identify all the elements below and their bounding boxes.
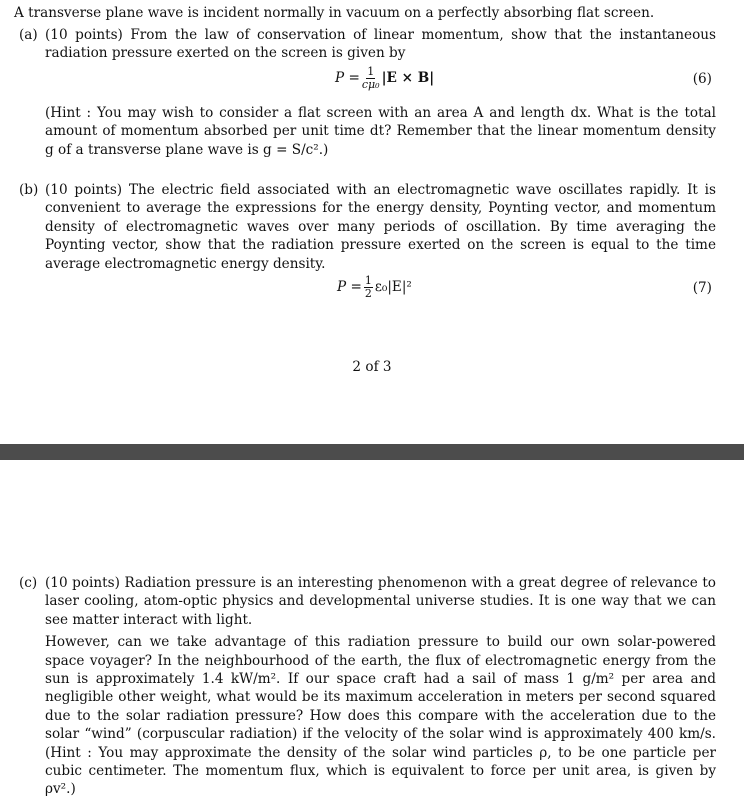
eq6-denominator: cμ₀: [361, 77, 380, 91]
page-separator: [0, 444, 744, 460]
eq7-denominator: 2: [364, 287, 372, 301]
document-page-3: [0, 460, 744, 800]
eq7-lhs: P =: [337, 279, 362, 296]
eq6-numerator: 1: [367, 64, 375, 78]
equation-7: [45, 275, 716, 307]
part-a: [14, 26, 716, 159]
part-c-text-2: However, can we take advantage of this radiation pressure to build our own solar-powered space voyager? In the neighbourhood of the earth, the flux of electromagnetic energy from the sun is approximately 1.4 kW/m². If our space craft had a sail of mass 1 g/m² per area and negligible other weight, what would be its maximum acceleration in meters per second squared due to the solar radiation pressure? How does this compare with the acceleration due to the solar “wind” (corpuscular radiation) if the velocity of the solar wind is approximately 400 km/s. (Hint : You may approximate the density of the solar wind particles ρ, to be one particle per cubic centimeter. The momentum flux, which is equivalent to force per unit area, is given by ρv².): [45, 634, 716, 798]
part-b: [14, 181, 716, 307]
part-a-text: (10 points) From the law of conservation of linear momentum, show that the instantaneous radiation pressure exerted on the screen is given by: [45, 27, 716, 62]
part-b-marker: (b): [19, 182, 39, 198]
part-c-marker: (c): [19, 575, 38, 591]
eq6-lhs: P =: [335, 70, 360, 87]
eq6-rhs: |E × B|: [381, 70, 435, 87]
part-a-marker: (a): [19, 27, 38, 43]
problem-intro: A transverse plane wave is incident normally in vacuum on a perfectly absorbing flat screen.: [14, 5, 655, 21]
eq7-numerator: 1: [364, 274, 372, 288]
eq6-number: (6): [692, 70, 712, 87]
eq7-rhs: ε₀|E|²: [374, 279, 412, 296]
page-number: 2 of 3: [352, 359, 392, 375]
part-c-text-1: (10 points) Radiation pressure is an interesting phenomenon with a great degree of relevance to laser cooling, atom-optic physics and developmental universe studies. It is one way that we can see matter interact with light.: [45, 575, 716, 628]
part-a-hint: (Hint : You may wish to consider a flat screen with an area A and length dx. What is the total amount of momentum absorbed per unit time dt? Remember that the linear momentum density g of a transverse plane wave is g = S/c².): [45, 104, 716, 158]
part-c: [14, 574, 716, 799]
equation-6: [45, 66, 716, 98]
eq7-number: (7): [692, 280, 712, 297]
part-b-text: (10 points) The electric field associated with an electromagnetic wave oscillates rapidly. It is convenient to average the expressions for the energy density, Poynting vector, and momentum density of electromagnetic waves over many periods of oscillation. By time averaging the Poynting vector, show that the radiation pressure exerted on the screen is equal to the time average electromagnetic energy density.: [45, 182, 716, 272]
